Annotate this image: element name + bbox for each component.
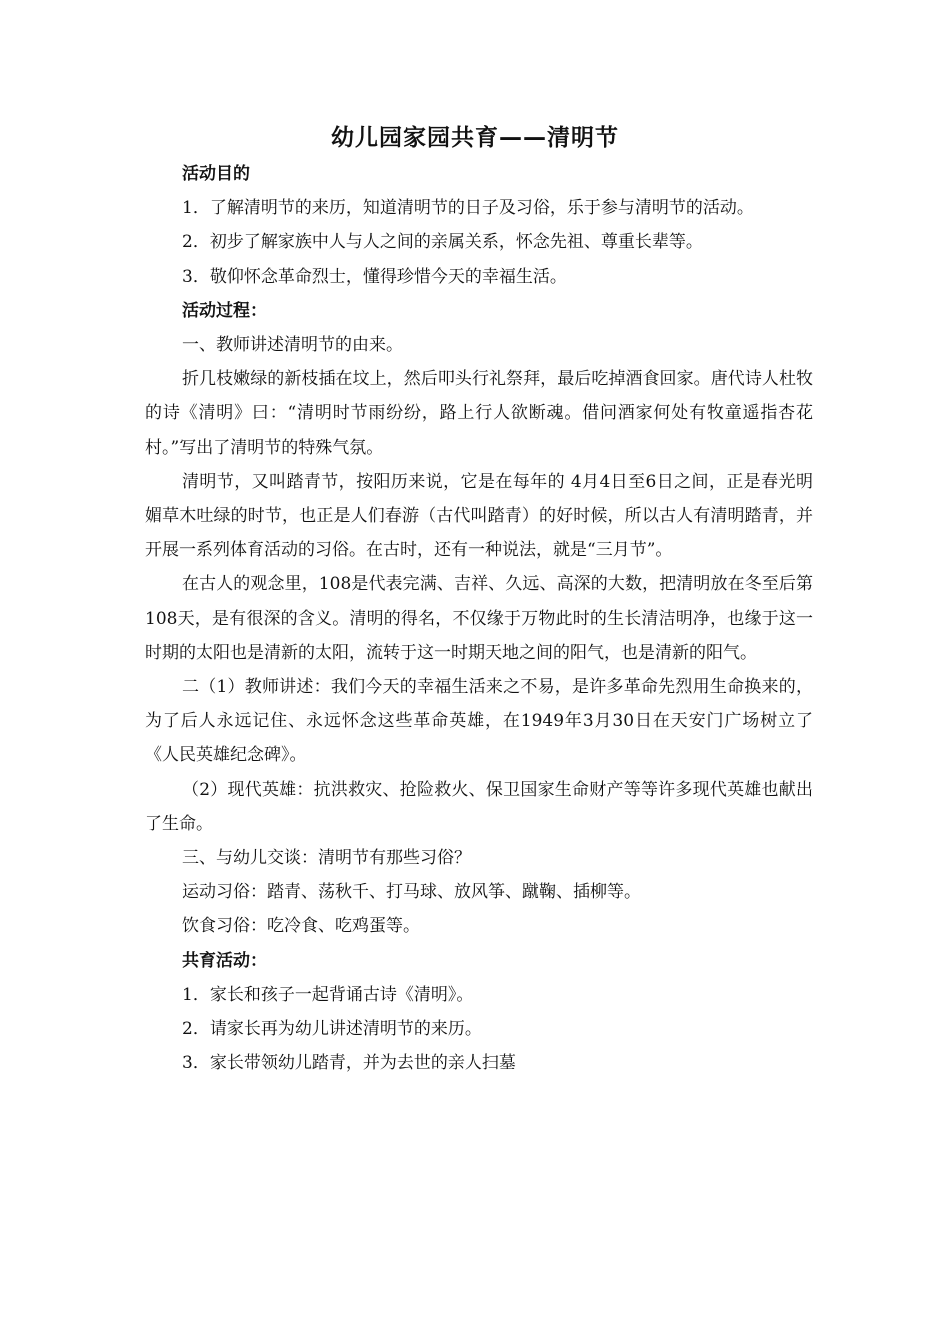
process-paragraph: 三、与幼儿交谈：清明节有那些习俗？ [182, 848, 471, 869]
process-paragraph: 二（1）教师讲述：我们今天的幸福生活来之不易，是许多革命先烈用生命换来的，为了后人永远记住、永远怀念这些革命英雄，在1949年3月30日在天安门广场树立了《人民英雄纪念碑》。 [145, 677, 813, 766]
process-paragraph: 在古人的观念里，108是代表完满、吉祥、久远、高深的大数，把清明放在冬至后第108天，是有很深的含义。清明的得名，不仅缘于万物此时的生长清洁明净，也缘于这一时期的太阳也是清新的太阳，流转于这一时期天地之间的阳气，也是清新的阳气。 [145, 574, 813, 663]
process-paragraph: 折几枝嫩绿的新枝插在坟上，然后叩头行礼祭拜，最后吃掉酒食回家。唐代诗人杜牧的诗《清明》曰：“清明时节雨纷纷，路上行人欲断魂。借问酒家何处有牧童遥指杏花村。”写出了清明节的特殊气氛。 [145, 369, 813, 458]
process-paragraph: 饮食习俗：吃冷食、吃鸡蛋等。 [182, 916, 420, 937]
process-paragraph: 清明节，又叫踏青节，按阳历来说，它是在每年的 4月4日至6日之间，正是春光明媚草木吐绿的时节，也正是人们春游（古代叫踏青）的好时候，所以古人有清明踏青，并开展一系列体育活动的习俗。在古时，还有一种说法，就是“三月节”。 [145, 471, 813, 561]
process-paragraph: （2）现代英雄：抗洪救灾、抢险救火、保卫国家生命财产等等许多现代英雄也献出了生命。 [145, 779, 813, 834]
process-paragraph: 一、教师讲述清明节的由来。 [182, 335, 403, 356]
goal-item: 2．初步了解家族中人与人之间的亲属关系，怀念先祖、尊重长辈等。 [182, 232, 703, 253]
process-heading: 活动过程： [182, 300, 267, 321]
coedu-heading: 共育活动： [182, 950, 267, 971]
goal-item: 3．敬仰怀念革命烈士，懂得珍惜今天的幸福生活。 [182, 266, 567, 287]
coedu-item: 1．家长和孩子一起背诵古诗《清明》。 [182, 984, 474, 1005]
document-body [145, 157, 813, 1080]
goal-item: 1．了解清明节的来历，知道清明节的日子及习俗，乐于参与清明节的活动。 [182, 198, 754, 219]
process-paragraph: 运动习俗：踏青、荡秋千、打马球、放风筝、蹴鞠、插柳等。 [182, 882, 641, 903]
document-title: 幼儿园家园共育——清明节 [331, 125, 619, 151]
coedu-item: 3．家长带领幼儿踏青，并为去世的亲人扫墓 [182, 1053, 516, 1074]
coedu-item: 2．请家长再为幼儿讲述清明节的来历。 [182, 1019, 482, 1040]
goals-heading: 活动目的 [182, 164, 250, 184]
